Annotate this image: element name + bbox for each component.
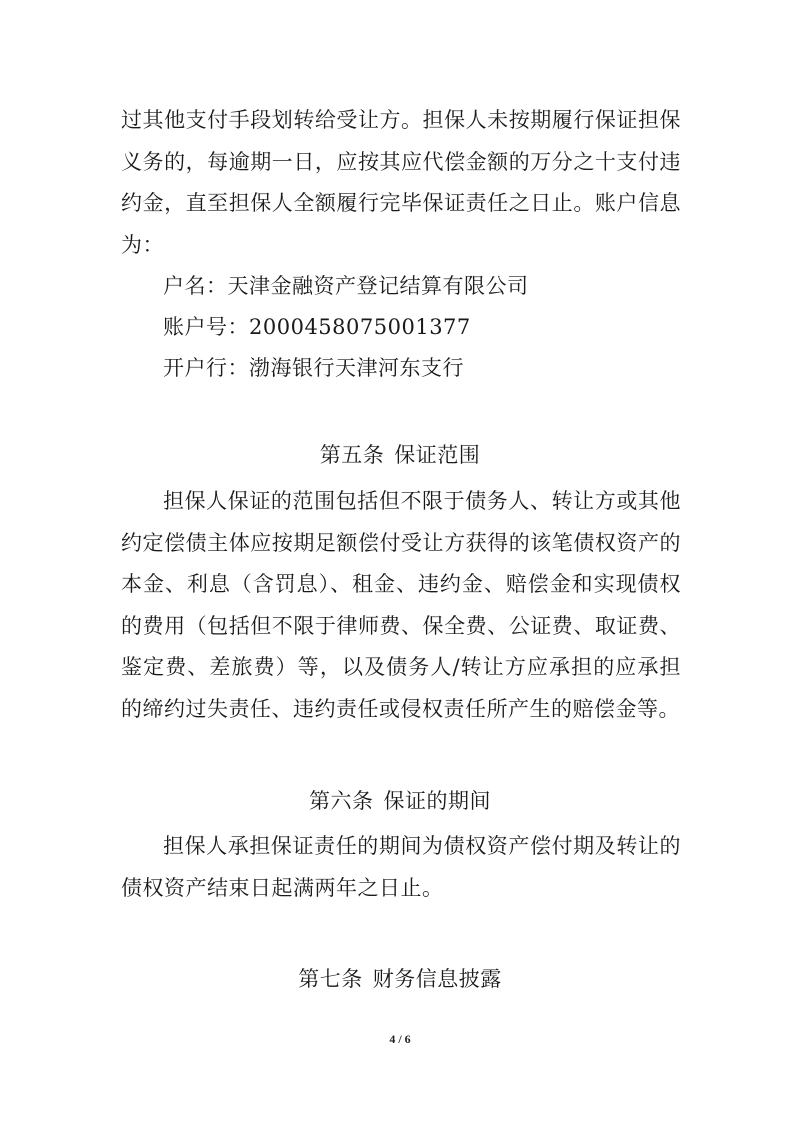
- section-heading-5: [0, 440, 800, 470]
- section-number: 第七条: [298, 967, 363, 991]
- section-number: 第五条: [319, 443, 385, 467]
- paragraph-continued: 过其他支付手段划转给受让方。担保人未按期履行保证担保义务的，每逾期一日，应按其应代偿金额的万分之十支付违约金，直至担保人全额履行完毕保证责任之日止。账户信息为：: [121, 108, 681, 257]
- account-bank-line: 开户行：渤海银行天津河东支行: [163, 356, 464, 380]
- account-name-line: 户名：天津金融资产登记结算有限公司: [163, 274, 529, 298]
- section-body-6: 担保人承担保证责任的期间为债权资产偿付期及转让的债权资产结束日起满两年之日止。: [121, 834, 681, 900]
- section-title: 保证的期间: [383, 789, 491, 813]
- section-heading-6: [0, 786, 800, 816]
- section-number: 第六条: [309, 789, 374, 813]
- account-number-line: 账户号：2000458075001377: [163, 315, 471, 339]
- page-number: 4 / 6: [389, 1032, 411, 1046]
- section-title: 保证范围: [394, 443, 481, 467]
- section-title: 财务信息披露: [372, 967, 502, 991]
- section-body-5: 担保人保证的范围包括但不限于债务人、转让方或其他约定偿债主体应按期足额偿付受让方获得的该笔债权资产的本金、利息（含罚息）、租金、违约金、赔偿金和实现债权的费用（包括但不限于律师费、保全费、公证费、取证费、鉴定费、差旅费）等，以及债务人/转让方应承担的应承担的缔约过失责任、违约责任或侵权责任所产生的赔偿金等。: [121, 489, 681, 721]
- section-heading-7: [0, 964, 800, 994]
